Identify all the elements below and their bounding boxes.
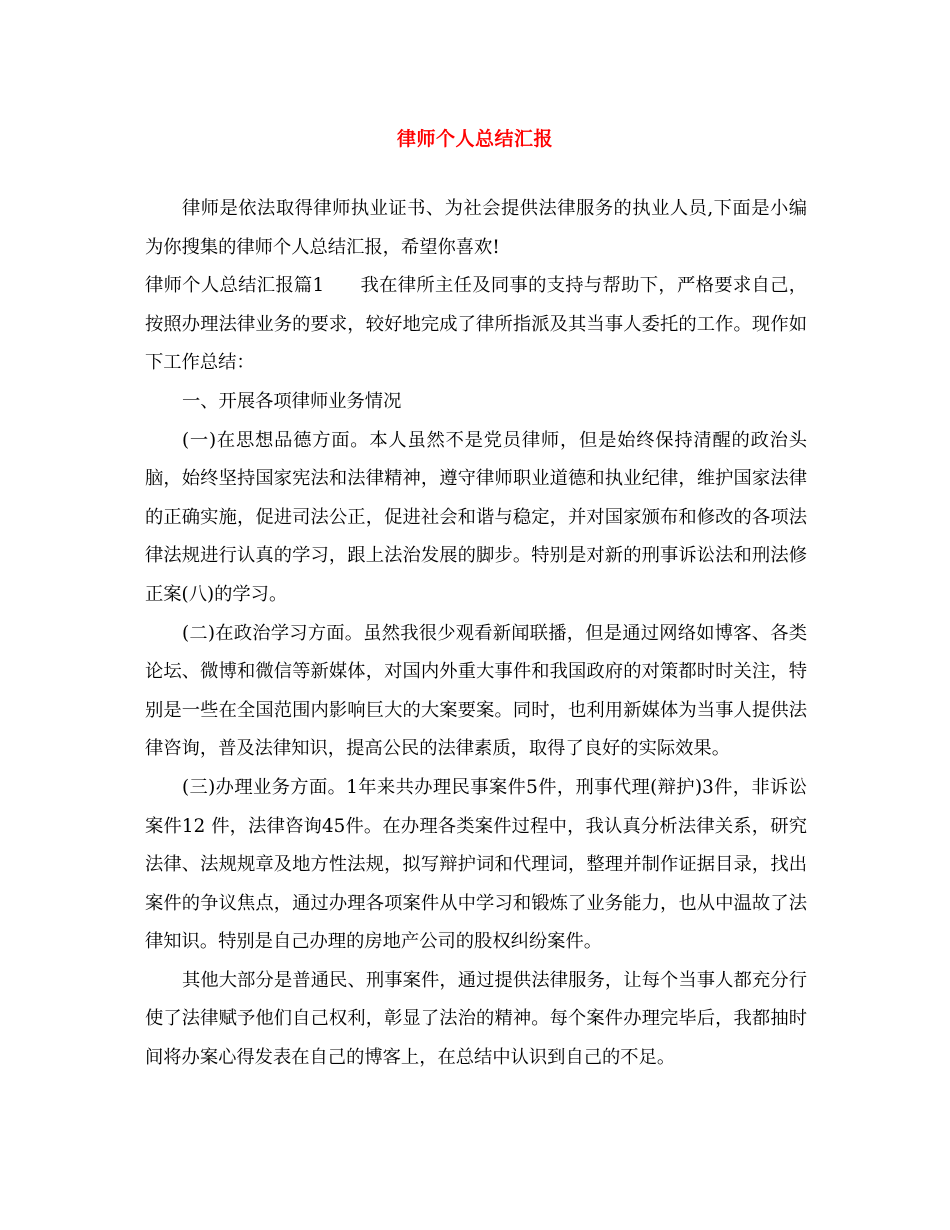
article-opening: 我在律所主任及同事的支持与帮助下，严格要求自己，按照办理法律业务的要求，较好地完成了律所指派及其当事人委托的工作。现作如下工作总结：: [145, 275, 807, 374]
paragraph-ideology: (一)在思想品德方面。本人虽然不是党员律师，但是始终保持清醒的政治头脑，始终坚持国家宪法和法律精神，遵守律师职业道德和执业纪律，维护国家法律的正确实施，促进司法公正，促进社会和谐与稳定，并对国家颁布和修改的各项法律法规进行认真的学习，跟上法治发展的脚步。特别是对新的刑事诉讼法和刑法修正案(八)的学习。: [145, 429, 807, 605]
paragraph-business: (三)办理业务方面。1年来共办理民事案件5件，刑事代理(辩护)3件，非诉讼案件12 件，法律咨询45件。在办理各类案件过程中，我认真分析法律关系，研究法律、法规规章及地方性法规，拟写辩护词和代理词，整理并制作证据目录，找出案件的争议焦点，通过办理各项案件从中学习和锻炼了业务能力，也从中温故了法律知识。特别是自己办理的房地产公司的股权纠纷案件。: [145, 776, 807, 953]
document-body: [145, 190, 807, 1078]
intro-paragraph: 律师是依法取得律师执业证书、为社会提供法律服务的执业人员,下面是小编为你搜集的律师个人总结汇报，希望你喜欢!: [145, 198, 807, 258]
paragraph-political-study: (二)在政治学习方面。虽然我很少观看新闻联播，但是通过网络如博客、各类论坛、微博和微信等新媒体，对国内外重大事件和我国政府的对策都时时关注，特别是一些在全国范围内影响巨大的大案要案。同时，也利用新媒体为当事人提供法律咨询，普及法律知识，提高公民的法律素质，取得了良好的实际效果。: [145, 622, 807, 760]
section-heading: 一、开展各项律师业务情况: [182, 390, 402, 412]
article-heading: 律师个人总结汇报篇1: [145, 275, 325, 297]
document-title: 律师个人总结汇报: [396, 128, 553, 150]
article-heading-line: [145, 267, 807, 383]
paragraph-other-cases: 其他大部分是普通民、刑事案件，通过提供法律服务，让每个当事人都充分行使了法律赋予他们自己权利，彰显了法治的精神。每个案件办理完毕后，我都抽时间将办案心得发表在自己的博客上，在总结中认识到自己的不足。: [145, 969, 807, 1069]
